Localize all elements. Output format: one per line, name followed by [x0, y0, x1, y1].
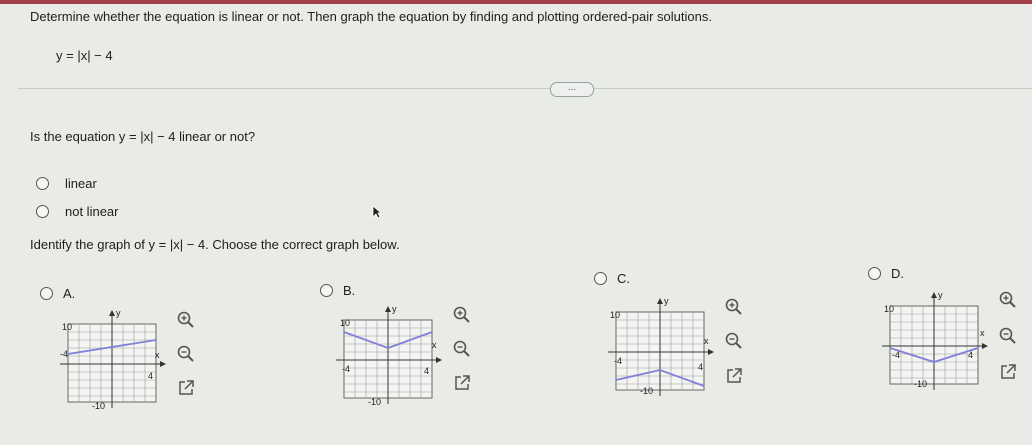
graph-c-bottom-tick: -10: [640, 386, 654, 396]
choice-b-label: B.: [343, 283, 356, 298]
question-graph: [30, 237, 400, 252]
choice-d-label: D.: [891, 266, 904, 281]
graph-a-y-axis-label: y: [116, 308, 121, 318]
option-not-linear[interactable]: [36, 204, 118, 219]
choice-a[interactable]: [40, 286, 75, 301]
choice-c-label: C.: [617, 271, 630, 286]
zoom-in-icon[interactable]: [998, 290, 1018, 310]
graph-d-right-tick: 4: [968, 350, 974, 360]
popout-icon[interactable]: [998, 362, 1018, 382]
radio-not-linear[interactable]: [36, 205, 49, 218]
question-linear: [30, 129, 255, 144]
graph-b-left-tick: -4: [342, 364, 351, 374]
graph-a-top-tick: 10: [62, 322, 73, 332]
graph-b-bottom-tick: -10: [368, 397, 382, 407]
popout-icon[interactable]: [724, 366, 744, 386]
choice-d[interactable]: [868, 266, 904, 281]
option-not-linear-label: not linear: [65, 204, 119, 219]
top-accent-bar: [0, 0, 1032, 4]
graph-b-top-tick: 10: [340, 318, 351, 328]
graph-b-y-axis-label: y: [392, 304, 397, 314]
graph-a: [56, 304, 168, 416]
choice-c[interactable]: [594, 271, 630, 286]
choice-a-label: A.: [63, 286, 76, 301]
zoom-in-icon[interactable]: [176, 310, 196, 330]
zoom-out-icon[interactable]: [176, 344, 196, 364]
option-linear-label: linear: [65, 176, 97, 191]
zoom-out-icon[interactable]: [452, 339, 472, 359]
graph-c-left-tick: -4: [614, 356, 623, 366]
question-linear-prefix: Is the equation: [30, 129, 116, 144]
radio-b[interactable]: [320, 284, 333, 297]
graph-c-x-axis-label: x: [704, 336, 709, 346]
zoom-in-icon[interactable]: [724, 297, 744, 317]
graph-a-x-axis-label: x: [155, 350, 160, 360]
choice-b[interactable]: [320, 283, 355, 298]
graph-c-top-tick: 10: [610, 310, 621, 320]
question-graph-prefix: Identify the graph of: [30, 237, 145, 252]
graph-a-left-tick: -4: [60, 349, 69, 359]
popout-icon[interactable]: [452, 373, 472, 393]
main-equation: y = |x| − 4: [56, 48, 113, 63]
question-linear-equation: y = |x| − 4: [118, 129, 176, 144]
graph-d-x-axis-label: x: [980, 328, 985, 338]
zoom-out-icon[interactable]: [724, 331, 744, 351]
instruction-text: Determine whether the equation is linear or not. Then graph the equation by finding and plotting ordered-pair solutions.: [30, 9, 712, 24]
mouse-cursor-icon: [372, 205, 382, 219]
radio-a[interactable]: [40, 287, 53, 300]
divider: [18, 88, 1032, 89]
option-linear[interactable]: [36, 176, 97, 191]
zoom-in-icon[interactable]: [452, 305, 472, 325]
radio-d[interactable]: [868, 267, 881, 280]
graph-b-x-axis-label: x: [432, 340, 437, 350]
graph-d: [878, 286, 990, 398]
graph-d-bottom-tick: -10: [914, 379, 928, 389]
graph-a-right-tick: 4: [148, 371, 154, 381]
radio-linear[interactable]: [36, 177, 49, 190]
graph-c: [604, 292, 716, 404]
zoom-out-icon[interactable]: [998, 326, 1018, 346]
graph-c-right-tick: 4: [698, 362, 704, 372]
graph-d-y-axis-label: y: [938, 290, 943, 300]
graph-b-right-tick: 4: [424, 366, 430, 376]
graph-a-bottom-tick: -10: [92, 401, 106, 411]
popout-icon[interactable]: [176, 378, 196, 398]
graph-c-y-axis-label: y: [664, 296, 669, 306]
radio-c[interactable]: [594, 272, 607, 285]
more-button[interactable]: ...: [550, 82, 594, 97]
question-graph-equation: y = |x| − 4: [148, 237, 206, 252]
question-linear-suffix: linear or not?: [179, 129, 256, 144]
graph-b: [332, 300, 444, 412]
graph-d-top-tick: 10: [884, 304, 895, 314]
question-graph-suffix: . Choose the correct graph below.: [205, 237, 400, 252]
graph-d-left-tick: -4: [892, 350, 901, 360]
